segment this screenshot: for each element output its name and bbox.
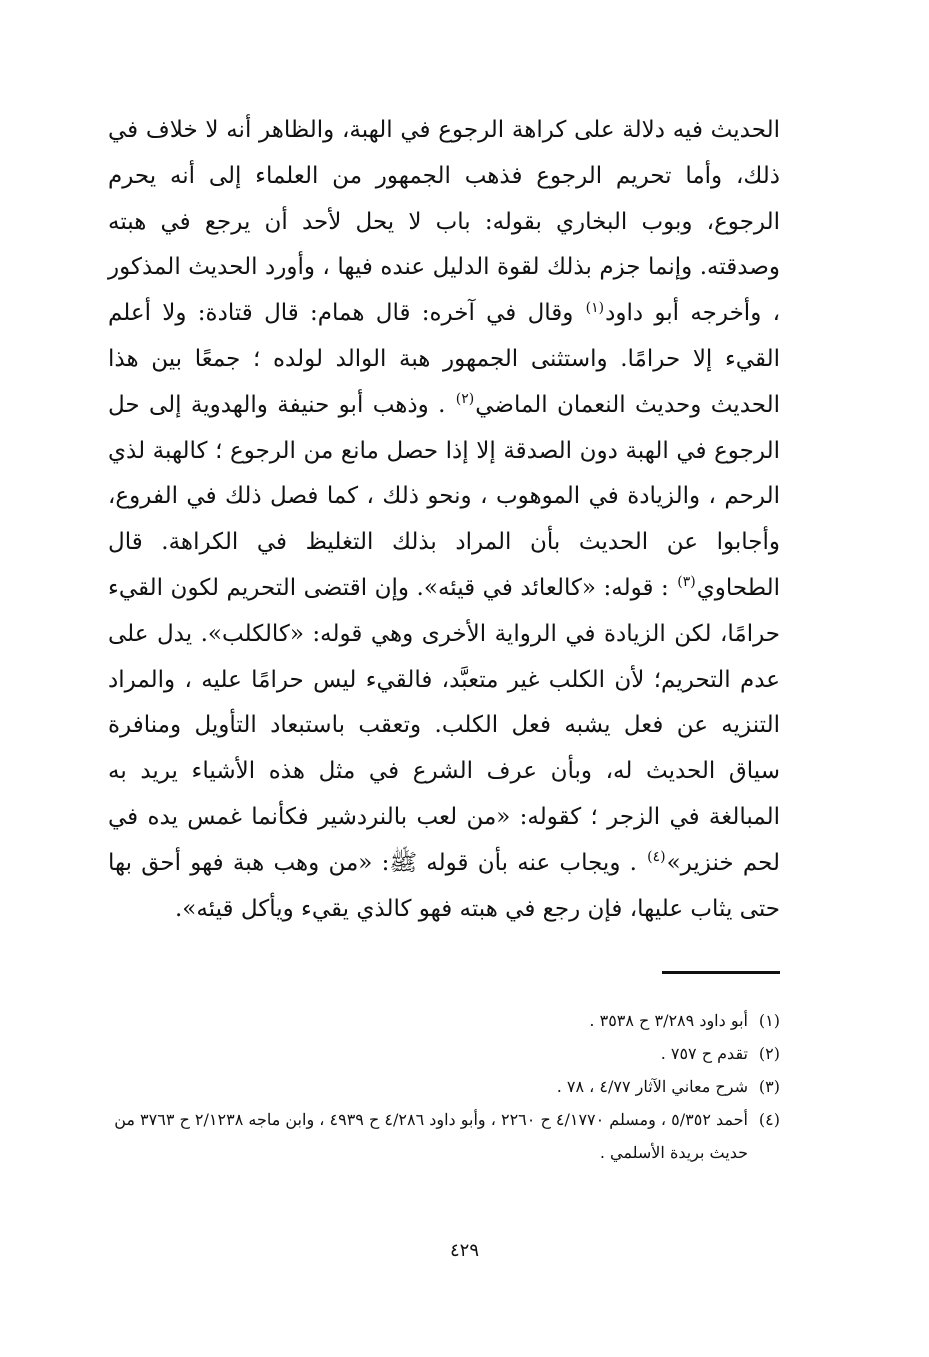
text-segment: . ويجاب عنه بأن قوله ﷺ: «من وهب هبة فهو أحق بها حتى يثاب عليها، فإن رجع في هبته فهو كالذي يقيء ويأكل قيئه». [108,849,780,922]
footnote-number: (٢) [758,1044,780,1063]
footnote-text: تقدم ح ٧٥٧ . [660,1044,748,1063]
footnotes-section [108,1004,780,1169]
footnote-ref-2[interactable]: (٢) [455,391,475,408]
footnote-3 [108,1070,780,1103]
footnote-ref-3[interactable]: (٣) [677,574,696,591]
footnote-number: (١) [758,1011,780,1030]
text-segment: الحديث فيه دلالة على كراهة الرجوع في الهبة، والظاهر أنه لا خلاف في ذلك، وأما تحريم الرجوع فذهب الجمهور من العلماء إلى أنه يحرم الرجوع، وبوب البخاري بقوله: باب لا يحل لأحد أن يرجع في هبته وصدقته. وإنما جزم بذلك لقوة الدليل عنده فيها ، وأورد الحديث المذكور ، وأخرجه أبو داود [108,117,781,327]
footnote-4 [108,1103,780,1169]
text-segment: . وذهب أبو حنيفة والهدوية إلى حل الرجوع في الهبة دون الصدقة إلا إذا حصل مانع من الرجوع ؛ كالهبة لذي الرحم ، والزيادة في الموهوب ، ونحو ذلك ، كما فصل ذلك في الفروع، وأجابوا عن الحديث بأن المراد بذلك التغليظ في الكراهة. قال الطحاوي [108,391,780,601]
footnote-text: شرح معاني الآثار ٤/٧٧ ، ٧٨ . [556,1077,748,1096]
footnote-number: (٣) [758,1077,780,1096]
footnote-divider [662,971,780,974]
text-segment: : قوله: «كالعائد في قيئه». وإن اقتضى التحريم لكون القيء حرامًا، لكن الزيادة في الرواية الأخرى وهي قوله: «كالكلب». يدل على عدم التحريم؛ لأن الكلب غير متعبَّد، فالقيء ليس حرامًا عليه ، والمراد التنزيه عن فعل يشبه فعل الكلب. وتعقب باستبعاد التأويل ومنافرة سياق الحديث له، وبأن عرف الشرع في مثل هذه الأشياء يريد به المبالغة في الزجر ؛ كقوله: «من لعب بالنردشير فكأنما غمس يده في لحم خنزير» [108,574,780,876]
main-text [108,108,780,932]
footnote-1 [108,1004,780,1037]
footnote-2 [108,1037,780,1070]
page-number: ٤٢٩ [449,1240,479,1261]
footnote-ref-1[interactable]: (١) [585,299,605,316]
footnote-text: أبو داود ٣/٢٨٩ ح ٣٥٣٨ . [589,1011,748,1030]
footnote-ref-4[interactable]: (٤) [647,849,666,866]
main-paragraph [108,108,780,932]
footnote-text: أحمد ٥/٣٥٢ ، ومسلم ٤/١٧٧٠ ح ٢٢٦٠ ، وأبو داود ٤/٢٨٦ ح ٤٩٣٩ ، وابن ماجه ٢/١٢٣٨ ح ٣٧٦٣ من حديث بريدة الأسلمي . [114,1110,748,1162]
text-segment: وقال في آخره: قال همام: قال قتادة: ولا أعلم القيء إلا حرامًا. واستثنى الجمهور هبة الوالد لولده ؛ جمعًا بين هذا الحديث وحديث النعمان الماضي [108,300,781,418]
footnote-number: (٤) [758,1110,780,1129]
